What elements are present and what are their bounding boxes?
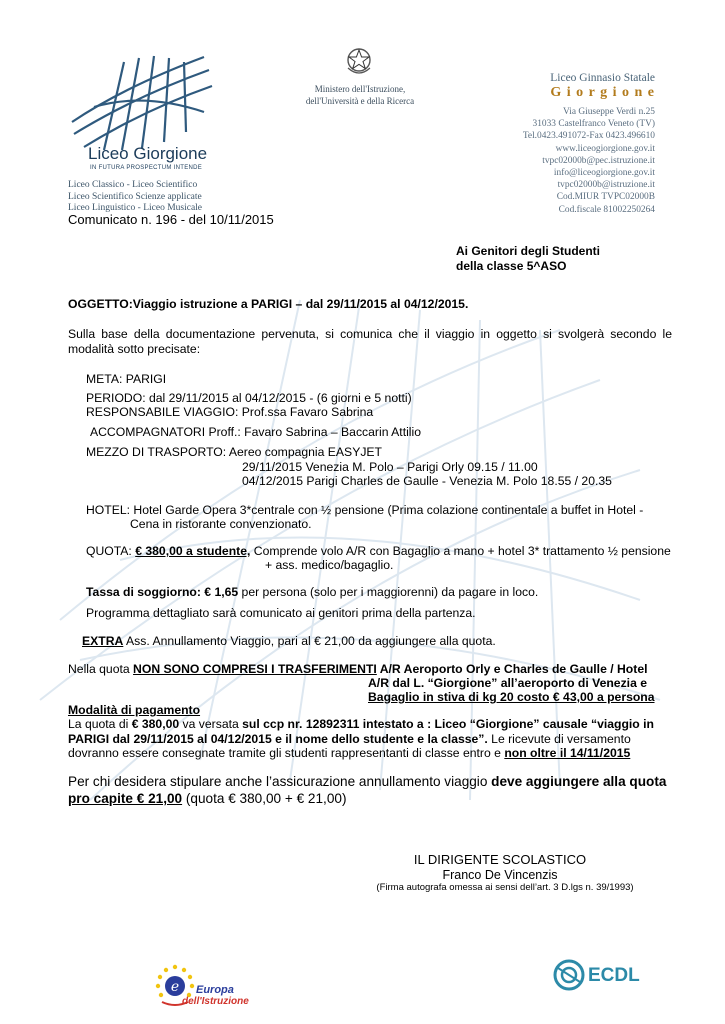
tassa-soggiorno [86, 585, 538, 599]
tassa-rest: per persona (solo per i maggiorenni) da pagare in loco. [238, 585, 539, 599]
non-compresi: NON SONO COMPRESI I TRASFERIMENTI [133, 662, 377, 676]
svg-text:e: e [170, 979, 180, 995]
assicurazione-text: Per chi desidera stipulare anche l’assicurazione annullamento viaggio [68, 774, 492, 789]
ministry-text [290, 84, 430, 107]
extra-label: EXTRA [82, 634, 124, 648]
tassa-label: Tassa di soggiorno: € 1,65 [86, 585, 239, 599]
recipient-line: della classe 5^ASO [456, 259, 567, 273]
school-label: Liceo Ginnasio Statale [550, 72, 655, 84]
ministry-line: dell'Università e della Ricerca [305, 95, 415, 106]
signature-block [380, 852, 620, 882]
pagamento-text: La quota di [68, 717, 132, 731]
school-type-line: Liceo Linguistico - Liceo Musicale [68, 203, 203, 213]
comunicato-number: Comunicato n. 196 - del 10/11/2015 [68, 212, 274, 227]
quota-amount: € 380,00 a studente, [135, 544, 251, 558]
istruzione-label: dell'Istruzione [182, 996, 249, 1007]
contact-line: www.liceogiorgione.gov.it [555, 143, 655, 154]
recipients [456, 244, 600, 274]
assicurazione-bold: deve aggiungere alla quota [491, 774, 667, 789]
quota-line2: + ass. medico/bagaglio. [265, 558, 394, 572]
meta: META: PARIGI [86, 372, 167, 386]
contact-line: Cod.fiscale 81002250264 [558, 204, 655, 215]
ecdl-label: ECDL [588, 965, 640, 986]
hotel-line1: HOTEL: Hotel Garde Opera 3*centrale con ½ pensione (Prima colazione continentale a buffet in Hotel - [86, 503, 644, 517]
signature-note: (Firma autografa omessa ai sensi dell’art. 3 D.lgs n. 39/1993) [376, 882, 634, 893]
quota-line [86, 544, 671, 558]
hotel-line2: Cena in ristorante convenzionato. [130, 517, 312, 531]
contact-line: Via Giuseppe Verdi n.25 [563, 107, 655, 117]
pagamento-amount: € 380,00 [131, 717, 180, 731]
logo-name: Liceo Giorgione [88, 144, 208, 163]
pagamento-text: va versata [179, 717, 243, 731]
ministry-line: Ministero dell'Istruzione, [314, 84, 406, 94]
pagamento-title: Modalità di pagamento [68, 703, 201, 717]
intro-paragraph: Sulla base della documentazione pervenuta, si comunica che il viaggio in oggetto si svolgerà secondo le modalità sotto precisate: [68, 327, 672, 356]
nella-quota-line1 [68, 662, 647, 676]
nella-quota-lead: Nella quota [68, 662, 134, 676]
recipient-line: Ai Genitori degli Studenti [456, 244, 600, 258]
responsabile: RESPONSABILE VIAGGIO: Prof.ssa Favaro Sabrina [86, 405, 374, 419]
quota-label: QUOTA: [86, 544, 136, 558]
school-type-line: Liceo Classico - Liceo Scientifico [68, 180, 198, 190]
school-contacts [523, 106, 655, 216]
contact-line: Cod.MIUR TVPC02000B [556, 192, 655, 203]
periodo: PERIODO: dal 29/11/2015 al 04/12/2015 - (6 giorni e 5 notti) [86, 391, 412, 405]
contact-line: tvpc02000b@istruzione.it [557, 180, 655, 191]
signature-name: Franco De Vincenzis [442, 868, 558, 882]
pagamento-text: dovranno essere consegnate tramite gli studenti rappresentanti di classe entro e [68, 746, 505, 760]
nella-quota-line2: A/R dal L. “Giorgione” all’aeroporto di Venezia e [368, 676, 648, 690]
programma: Programma dettagliato sarà comunicato ai genitori prima della partenza. [86, 606, 476, 620]
logo-motto: IN FUTURA PROSPECTUM INTENDE [90, 165, 203, 171]
ecdl-logo-icon [552, 958, 586, 992]
accompagnatori: ACCOMPAGNATORI Proff.: Favaro Sabrina – Baccarin Attilio [90, 425, 421, 439]
extra-line [82, 634, 496, 648]
contact-line: Tel.0423.491072-Fax 0423.496610 [522, 131, 655, 142]
liceo-logo-graphic [64, 52, 214, 152]
mezzo-trasporto: MEZZO DI TRASPORTO: Aereo compagnia EASYJET [86, 445, 382, 459]
school-name: G i o r g i o n e [550, 85, 655, 100]
pagamento-causale: PARIGI dal 29/11/2015 al 04/12/2015 e il nome dello studente e la classe”. [68, 731, 488, 746]
nella-quota-line3: Bagaglio in stiva di kg 20 costo € 43,00 a persona [368, 690, 655, 704]
volo-andata: 29/11/2015 Venezia M. Polo – Parigi Orly 09.15 / 11.00 [242, 460, 538, 474]
oggetto: OGGETTO:Viaggio istruzione a PARIGI – dal 29/11/2015 al 04/12/2015. [68, 297, 469, 311]
signature-title: IL DIRIGENTE SCOLASTICO [413, 852, 587, 867]
republic-emblem-icon [344, 44, 374, 78]
school-types [68, 180, 202, 215]
pagamento-deadline: non oltre il 14/11/2015 [504, 746, 631, 760]
contact-line: info@liceogiorgione.gov.it [553, 168, 655, 179]
contact-line: tvpc02000b@pec.istruzione.it [542, 155, 655, 166]
assicurazione-paragraph [68, 773, 678, 807]
pagamento-ccp: sul ccp nr. 12892311 intestato a : Liceo “Giorgione” causale “viaggio in [242, 717, 654, 731]
extra-rest: Ass. Annullamento Viaggio, pari al € 21,00 da aggiungere alla quota. [123, 634, 496, 648]
europa-label: Europa [196, 984, 234, 996]
contact-line: 31033 Castelfranco Veneto (TV) [532, 119, 655, 130]
assicurazione-amount: pro capite € 21,00 [68, 791, 183, 806]
pagamento-text: Le ricevute di versamento [487, 731, 631, 746]
assicurazione-text: (quota € 380,00 + € 21,00) [182, 791, 347, 806]
quota-rest: Comprende volo A/R con Bagaglio a mano + hotel 3* trattamento ½ pensione [250, 544, 671, 558]
trasferimenti-rest: A/R Aeroporto Orly e Charles de Gaulle / Hotel [376, 662, 648, 676]
volo-ritorno: 04/12/2015 Parigi Charles de Gaulle - Venezia M. Polo 18.55 / 20.35 [242, 474, 612, 488]
school-type-line: Liceo Scientifico Scienze applicate [68, 191, 202, 202]
pagamento-paragraph [68, 717, 672, 761]
